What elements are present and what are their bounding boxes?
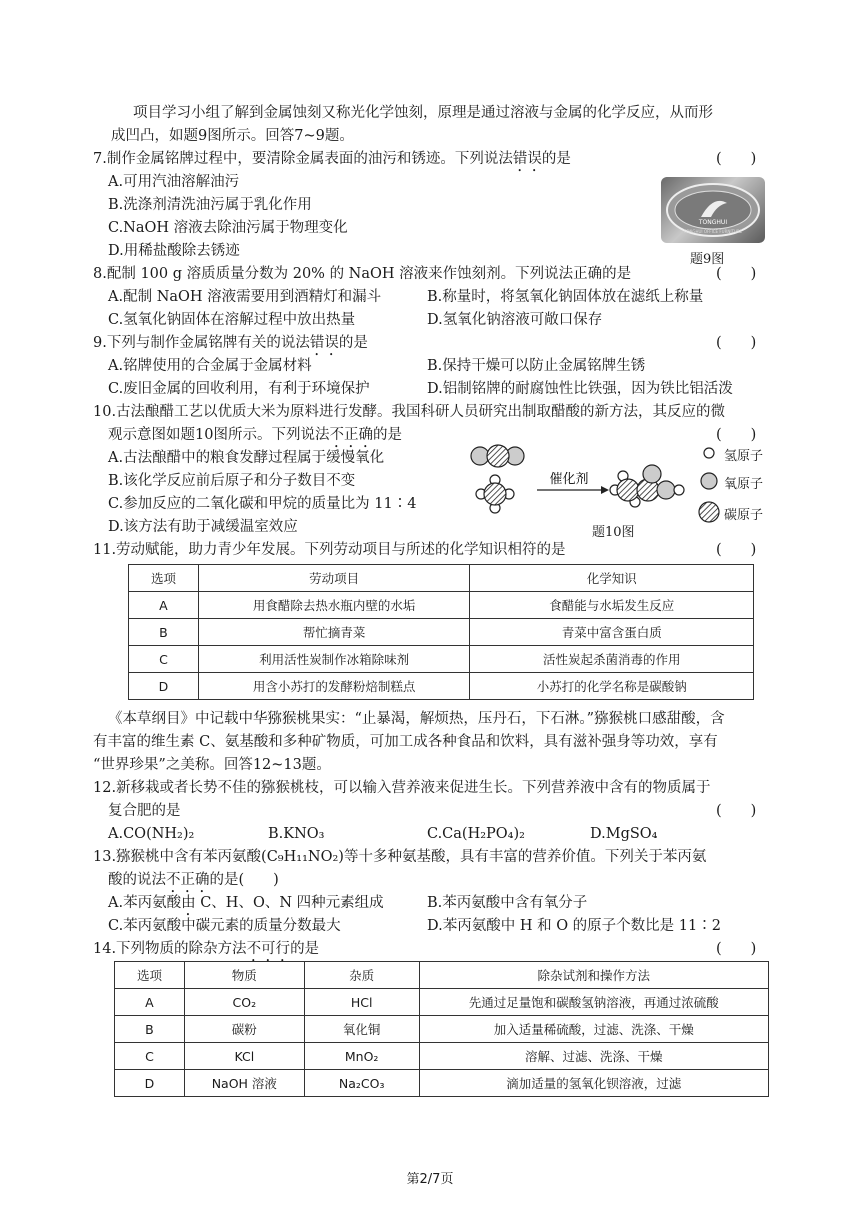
page-number: 第2/7页 [406,1172,454,1187]
fig10-caption: 题10图 [592,525,635,540]
table-row [115,989,769,1016]
fig9-caption: 题9图 [690,252,725,267]
q14-table [114,961,769,1097]
table-row [129,592,754,619]
table-header-row [115,962,769,989]
q12-answer-blank: ( ) [716,803,757,819]
intro2-line-3: “世界珍果”之美称。回答12~13题。 [93,757,331,773]
table-cell: 食醋能与水垢发生反应 [470,592,754,619]
q12-option-a: A.CO(NH₂)₂ [108,826,195,842]
q12-option-d: D.MgSO₄ [590,826,658,842]
q7-option-c: C.NaOH 溶液去除油污属于物理变化 [108,220,348,236]
legend-hydrogen-icon [704,448,714,458]
table-row [129,646,754,673]
q8-option-b: B.称量时，将氢氧化钠固体放在滤纸上称量 [427,289,704,305]
table-header-cell: 化学知识 [470,565,754,592]
co2-molecule [471,445,524,467]
q8-option-d: D.氢氧化钠溶液可敞口保存 [427,312,603,328]
table-header-cell: 劳动项目 [198,565,470,592]
q13-stem-line-1: 13.猕猴桃中含有苯丙氨酸(C₉H₁₁NO₂)等十多种氨基酸，具有丰富的营养价值。下列关于苯丙氨 [93,849,707,865]
q9-stem: 9.下列与制作金属铭牌有关的说法错误的是 [93,335,368,351]
q7-answer-blank: ( ) [716,151,757,167]
table-cell: A [115,989,185,1016]
q13-option-d: D.苯丙氨酸中 H 和 O 的原子个数比是 11∶2 [427,918,721,934]
q8-option-c: C.氢氧化钠固体在溶解过程中放出热量 [108,312,356,328]
svg-text:TONGHUI OFFICE FURNITURE: TONGHUI OFFICE FURNITURE [683,229,743,234]
table-row [115,1016,769,1043]
table-cell: 加入适量稀硫酸，过滤、洗涤、干燥 [419,1016,768,1043]
q9-option-a: A.铭牌使用的合金属于金属材料 [108,358,312,374]
q11-answer-blank: ( ) [716,542,757,558]
q14-answer-blank: ( ) [716,941,757,957]
intro2-line-1: 《本草纲目》中记载中华猕猴桃果实：“止暴渴，解烦热，压丹石，下石淋。”猕猴桃口感甜酸，含 [108,711,725,727]
table-cell: B [115,1016,185,1043]
table-cell: 先通过足量饱和碳酸氢钠溶液，再通过浓硫酸 [419,989,768,1016]
table-cell: C [115,1043,185,1070]
table-cell: Na₂CO₃ [304,1070,419,1097]
table-cell: D [129,673,199,700]
q10-stem-line-1: 10.古法酿醋工艺以优质大米为原料进行发酵。我国科研人员研究出制取醋酸的新方法，其反应的微 [93,404,726,420]
q8-stem: 8.配制 100 g 溶质质量分数为 20% 的 NaOH 溶液来作蚀刻剂。下列说法正确的是 [93,266,632,282]
intro2-line-2: 有丰富的维生素 C、氨基酸和多种矿物质，可加工成各种食品和饮料，具有滋补强身等功效，享有 [93,734,718,750]
table-cell: D [115,1070,185,1097]
q7-stem: 7.制作金属铭牌过程中，要清除金属表面的油污和锈迹。下列说法错误的是 [93,151,571,167]
table-cell: CO₂ [184,989,304,1016]
q10-answer-blank: ( ) [716,427,757,443]
q8-option-a: A.配制 NaOH 溶液需要用到酒精灯和漏斗 [108,289,382,305]
table-cell: C [129,646,199,673]
table-cell: 氧化铜 [304,1016,419,1043]
table-cell: 帮忙摘青菜 [198,619,470,646]
table-header-cell: 选项 [115,962,185,989]
q13-option-c: C.苯丙氨酸中碳元素的质量分数最大 [108,918,341,934]
acetic-acid-molecule [610,465,684,507]
table-cell: HCl [304,989,419,1016]
q7-option-b: B.洗涤剂清洗油污属于乳化作用 [108,197,312,213]
q12-option-b: B.KNO₃ [268,826,325,842]
legend-carbon-icon [699,502,719,522]
table-cell: 滴加适量的氢氧化钡溶液，过滤 [419,1070,768,1097]
q12-option-c: C.Ca(H₂PO₄)₂ [427,826,525,842]
nameplate-photo [661,177,765,243]
q10-option-c: C.参加反应的二氧化碳和甲烷的质量比为 11∶4 [108,496,417,512]
table-cell: KCl [184,1043,304,1070]
q10-stem-line-2: 观示意图如题10图所示。下列说法不正确的是 [108,427,402,443]
q7-option-d: D.用稀盐酸除去锈迹 [108,243,240,259]
table-header-cell: 除杂试剂和操作方法 [419,962,768,989]
table-row [129,619,754,646]
q9-answer-blank: ( ) [716,335,757,351]
table-header-cell: 选项 [129,565,199,592]
q8-answer-blank: ( ) [716,266,757,282]
table-cell: 青菜中富含蛋白质 [470,619,754,646]
q11-table [128,564,754,700]
table-header-row [129,565,754,592]
table-cell: A [129,592,199,619]
table-cell: 用含小苏打的发酵粉焙制糕点 [198,673,470,700]
legend-hydrogen-label: 氢原子 [724,449,764,464]
q11-stem: 11.劳动赋能，助力青少年发展。下列劳动项目与所述的化学知识相符的是 [93,542,566,558]
svg-text:TONGHUI: TONGHUI [698,219,728,226]
table-cell: 利用活性炭制作冰箱除味剂 [198,646,470,673]
table-cell: 小苏打的化学名称是碳酸钠 [470,673,754,700]
table-header-cell: 杂质 [304,962,419,989]
table-cell: MnO₂ [304,1043,419,1070]
q9-option-b: B.保持干燥可以防止金属铭牌生锈 [427,358,646,374]
nameplate-graphic [661,177,765,243]
q13-option-b: B.苯丙氨酸中含有氧分子 [427,895,588,911]
q7-option-a: A.可用汽油溶解油污 [108,174,240,190]
q10-option-a: A.古法酿醋中的粮食发酵过程属于缓慢氧化 [108,450,385,466]
table-cell: B [129,619,199,646]
q12-stem-line-2: 复合肥的是 [108,803,181,819]
table-row [115,1070,769,1097]
table-cell: 活性炭起杀菌消毒的作用 [470,646,754,673]
table-row [129,673,754,700]
legend-oxygen-label: 氧原子 [724,477,764,492]
q13-stem-line-2: 酸的说法不正确的是( ) [108,872,279,888]
intro-line-2: 成凹凸，如题9图所示。回答7~9题。 [111,128,354,144]
intro-line-1: 项目学习小组了解到金属蚀刻又称光化学蚀刻，原理是通过溶液与金属的化学反应，从而形 [133,105,713,121]
q14-stem: 14.下列物质的除杂方法不可行的是 [93,941,320,957]
q13-option-a: A.苯丙氨酸由 C、H、O、N 四种元素组成 [108,895,384,911]
legend-oxygen-icon [701,473,717,489]
q10-option-d: D.该方法有助于减缓温室效应 [108,519,298,535]
table-cell: 用食醋除去热水瓶内壁的水垢 [198,592,470,619]
ch4-molecule [476,475,514,513]
legend-carbon-label: 碳原子 [724,508,764,523]
table-cell: 碳粉 [184,1016,304,1043]
table-cell: NaOH 溶液 [184,1070,304,1097]
q9-option-c: C.废旧金属的回收利用，有利于环境保护 [108,381,370,397]
catalyst-label: 催化剂 [549,472,589,487]
table-row [115,1043,769,1070]
q10-option-b: B.该化学反应前后原子和分子数目不变 [108,473,356,489]
table-header-cell: 物质 [184,962,304,989]
q9-option-d: D.铝制铭牌的耐腐蚀性比铁强，因为铁比铝活泼 [427,381,733,397]
table-cell: 溶解、过滤、洗涤、干燥 [419,1043,768,1070]
q12-stem-line-1: 12.新移栽或者长势不佳的猕猴桃枝，可以输入营养液来促进生长。下列营养液中含有的物质属于 [93,780,711,796]
